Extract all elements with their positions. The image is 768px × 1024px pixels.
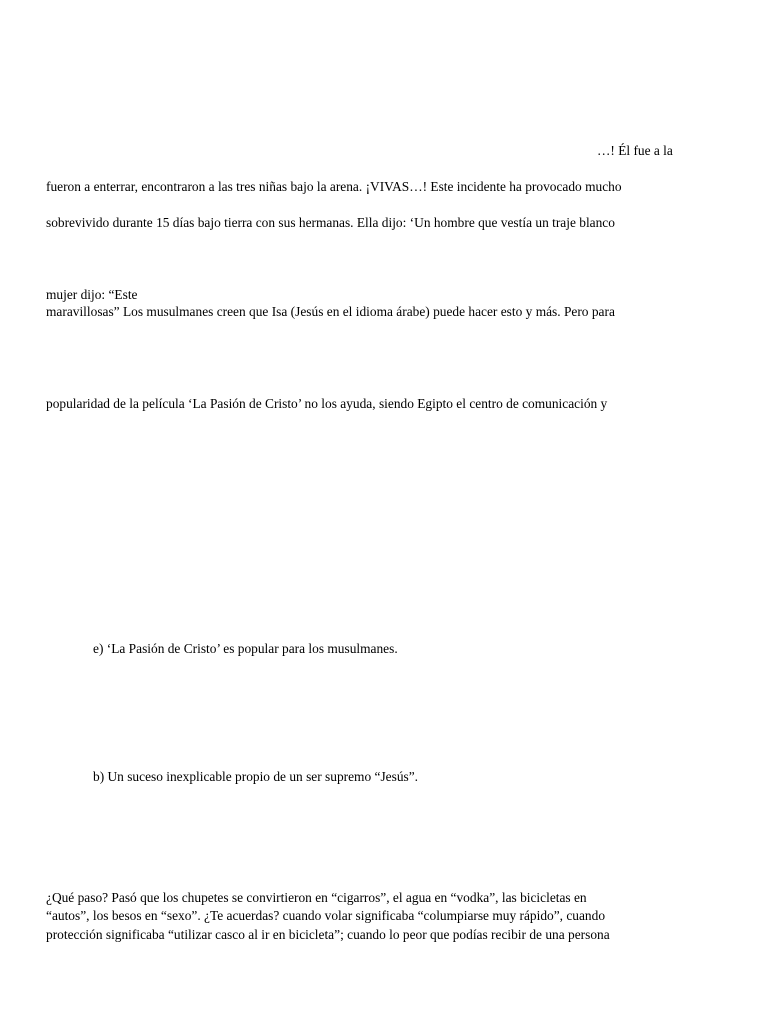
text-line: sobrevivido durante 15 días bajo tierra con sus hermanas. Ella dijo: ‘Un hombre que vestía un traje blanco <box>46 215 615 230</box>
text-line: maravillosas” Los musulmanes creen que Isa (Jesús en el idioma árabe) puede hacer esto y más. Pero para <box>46 304 615 319</box>
text-line: “autos”, los besos en “sexo”. ¿Te acuerdas? cuando volar significaba “columpiarse muy rápido”, cuando <box>46 908 606 923</box>
text-line: …! Él fue a la <box>597 143 673 158</box>
text-line: fueron a enterrar, encontraron a las tres niñas bajo la arena. ¡VIVAS…! Este incidente ha provocado mucho <box>46 179 622 194</box>
answer-option-b: b) Un suceso inexplicable propio de un ser supremo “Jesús”. <box>93 769 419 784</box>
text-line: protección significaba “utilizar casco al ir en bicicleta”; cuando lo peor que podías recibir de una persona <box>46 927 610 942</box>
text-line: mujer dijo: “Este <box>46 287 138 302</box>
answer-option-e: e) ‘La Pasión de Cristo’ es popular para los musulmanes. <box>93 641 398 656</box>
text-line: popularidad de la película ‘La Pasión de Cristo’ no los ayuda, siendo Egipto el centro de comunicación y <box>46 396 608 411</box>
text-line: ¿Qué paso? Pasó que los chupetes se convirtieron en “cigarros”, el agua en “vodka”, las bicicletas en <box>46 890 587 905</box>
